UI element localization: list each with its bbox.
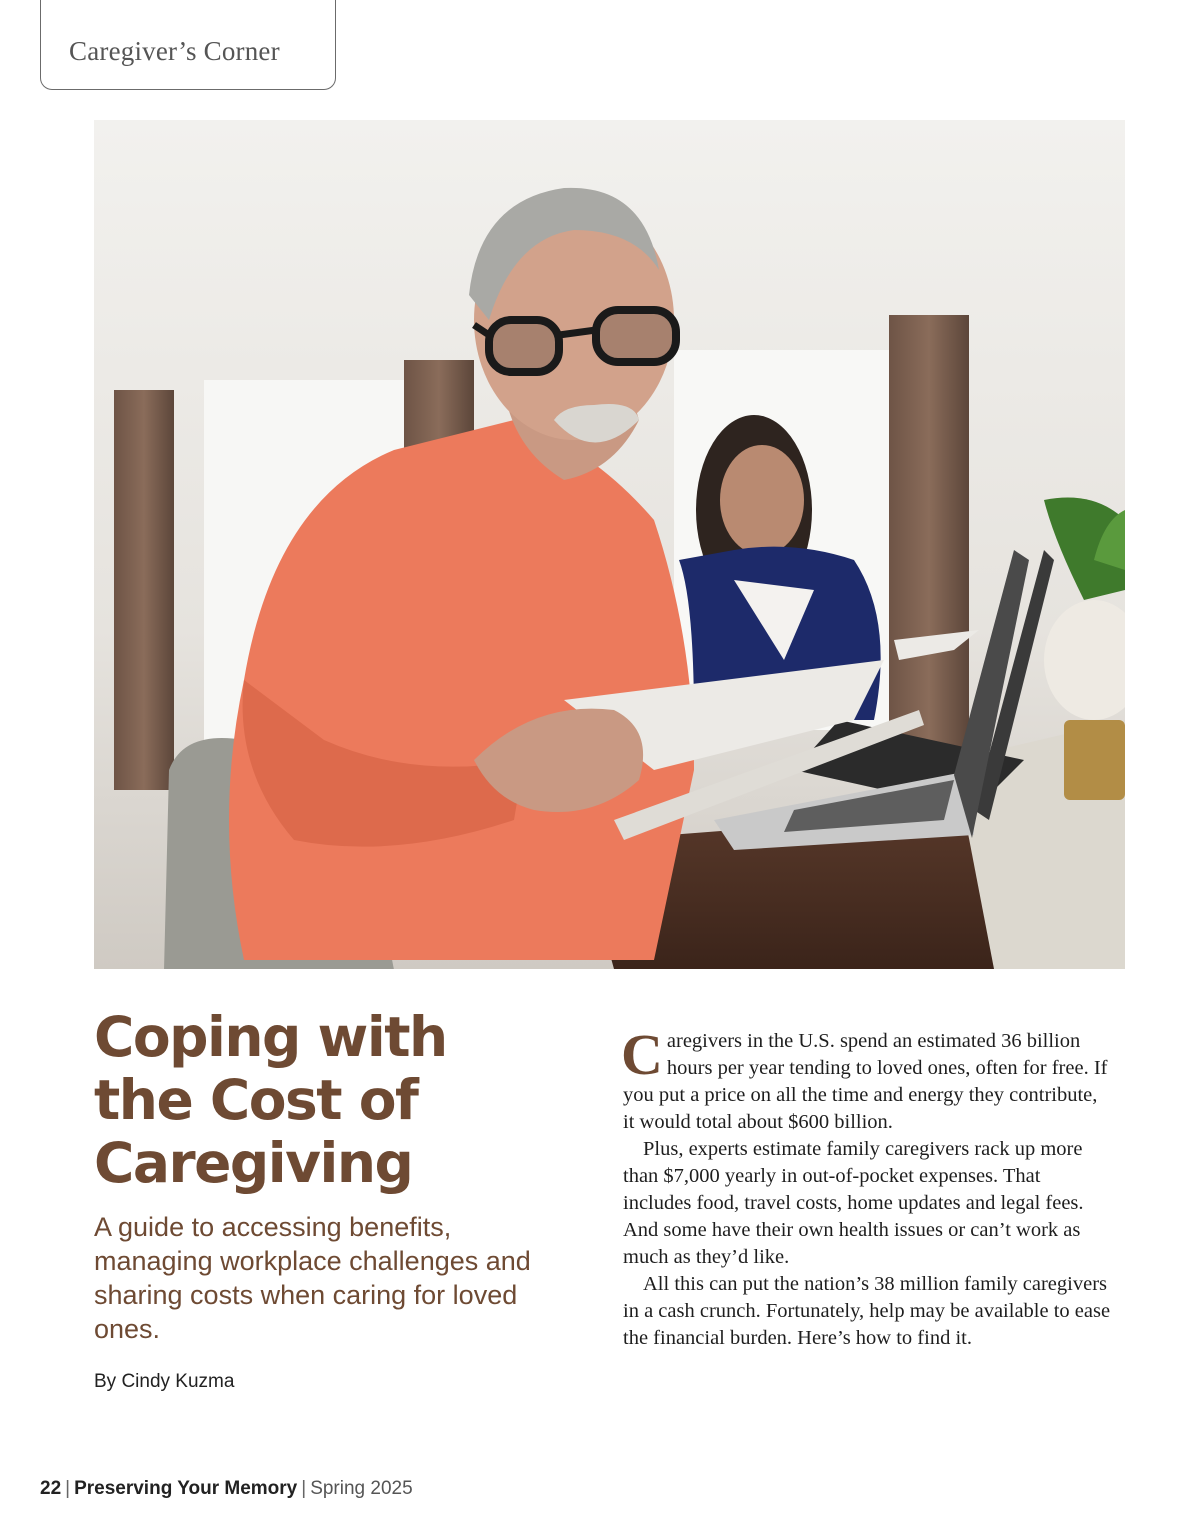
page-number: 22 <box>40 1478 62 1499</box>
body-paragraph-1 <box>621 1022 1113 1136</box>
article-dek: A guide to accessing benefits, managing workplace challenges and sharing costs when caring for loved ones. <box>94 1212 531 1344</box>
headline-line-1: Coping with <box>94 1005 447 1069</box>
headline-line-3: Caregiving <box>94 1131 413 1195</box>
article-headline <box>94 1006 574 1195</box>
body-paragraph-2: Plus, experts estimate family caregivers rack up more than $7,000 yearly in out-of-pocket expenses. That includes food, travel costs, home updates and legal fees. And some have their own health issues or can’t work as much as they’d like. <box>623 1138 1084 1268</box>
magazine-title: Preserving Your Memory <box>74 1478 298 1499</box>
headline-line-2: the Cost of <box>94 1068 418 1132</box>
section-tab <box>40 0 336 90</box>
body-paragraph-3: All this can put the nation’s 38 million family caregivers in a cash crunch. Fortunately, help may be available to ease the financial burden. Here’s how to find it. <box>623 1273 1111 1349</box>
footer-separator: | <box>65 1478 71 1499</box>
article-byline: By Cindy Kuzma <box>94 1371 235 1392</box>
page-footer <box>40 1478 413 1500</box>
issue-date: Spring 2025 <box>310 1478 413 1499</box>
hero-photo-illustration <box>94 120 1125 969</box>
drop-cap: C <box>621 1022 663 1087</box>
footer-separator: | <box>301 1478 307 1499</box>
body-paragraph-1-text: aregivers in the U.S. spend an estimated 36 billion hours per year tending to loved ones, often for free. If you put a price on all the time and energy they contribute, it would total about $600 billion. <box>623 1030 1108 1133</box>
article-body <box>621 1022 1113 1352</box>
hero-photo <box>94 120 1125 969</box>
section-label: Caregiver’s Corner <box>69 36 280 66</box>
